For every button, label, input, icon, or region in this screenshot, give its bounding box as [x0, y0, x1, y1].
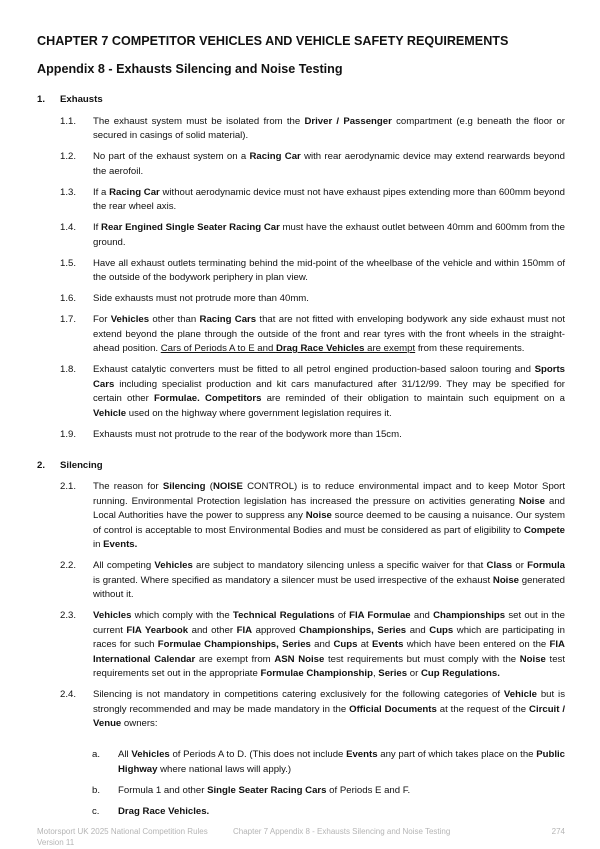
clause-text	[93, 257, 565, 286]
text-run: Series	[378, 668, 408, 679]
sub-clause	[92, 784, 565, 799]
text-run: NOISE	[213, 481, 243, 492]
text-run: and other	[188, 624, 237, 636]
text-run: from these requirements.	[415, 343, 525, 354]
text-run: Cup Regulations.	[420, 668, 500, 679]
clause	[60, 150, 565, 179]
text-run: which comply with the	[131, 610, 233, 621]
text-run: Vehicles	[93, 610, 132, 621]
text-run: without aerodynamic device must not have exhaust pipes extending more than 600mm beyond the rear wheel axis.	[93, 186, 565, 212]
text-run: approved	[252, 624, 300, 636]
clause-text	[93, 150, 565, 179]
chapter-title: CHAPTER 7 COMPETITOR VEHICLES AND VEHICLE SAFETY REQUIREMENTS	[37, 34, 509, 48]
text-run: Events.	[103, 539, 138, 550]
sub-clause-text	[118, 805, 565, 820]
clause	[60, 186, 565, 215]
clause-number: 1.3.	[60, 186, 77, 198]
text-run: that are not fitted with enveloping bodywork any side exhaust must not extend beyond the plane through the outside of the front and rear tyres with the front wheels in the straight-ahead position.	[93, 314, 565, 354]
text-run: or	[512, 560, 528, 571]
text-run: The exhaust system must be isolated from the	[93, 115, 305, 127]
clause-text	[93, 428, 565, 443]
text-run: at	[357, 639, 372, 650]
text-run: source deemed to be causing a nuisance. Our system of control is acceptable to most Environmental Bodies and must be considered as part of eligibility to	[93, 510, 565, 536]
footer-publication-title: Motorsport UK 2025 National Competition Rules	[37, 826, 208, 836]
text-run: Cups	[429, 624, 454, 636]
clause-number: 2.1.	[60, 481, 77, 492]
text-run: Formulae Championship	[260, 668, 373, 679]
text-run: set out in the current	[93, 610, 565, 636]
clause-number: 2.3.	[60, 610, 77, 621]
subitem-spacer	[37, 738, 565, 748]
text-run: Vehicle	[503, 689, 537, 700]
section-spacer	[37, 449, 565, 459]
sub-clause-number: c.	[92, 805, 100, 817]
footer-publication	[37, 826, 233, 848]
text-run: Official Documents	[349, 703, 437, 715]
clause	[60, 292, 565, 307]
clause-text	[93, 186, 565, 215]
text-run: FIA	[236, 624, 253, 636]
clause-number: 1.5.	[60, 257, 77, 269]
text-run: is granted. Where specified as mandatory a silencer must be used irrespective of the exhaust	[93, 574, 493, 586]
text-run: Noise	[305, 510, 332, 521]
text-run: used on the highway where government legislation requires it.	[126, 407, 392, 419]
text-run: Cars of Periods A to E and	[160, 343, 276, 354]
text-run: any part of which takes place on the	[377, 749, 537, 760]
clause-text	[93, 115, 565, 144]
text-run: and	[406, 624, 430, 636]
text-run: Sports Cars	[93, 364, 565, 390]
sub-clause-number: b.	[92, 784, 101, 796]
text-run: and	[410, 610, 434, 621]
clause	[60, 688, 565, 732]
clause-number: 1.1.	[60, 115, 77, 127]
clause-text	[93, 313, 565, 357]
text-run: Exhaust catalytic converters must be fitted to all petrol engined production-based saloon touring and	[93, 364, 535, 375]
section-title: Silencing	[60, 459, 103, 471]
text-run: (	[205, 481, 213, 492]
clause	[60, 428, 565, 443]
text-run: Formulae. Competitors	[153, 393, 262, 404]
document-body	[37, 93, 565, 819]
page-footer	[37, 826, 565, 848]
text-run: and	[310, 639, 334, 650]
text-run: Single Seater Racing Cars	[207, 784, 327, 796]
text-run: Driver / Passenger	[304, 115, 392, 127]
text-run: but is strongly recommended and may be made mandatory in the	[93, 689, 565, 715]
text-run: Events	[346, 749, 378, 760]
clause	[60, 609, 565, 682]
text-run: must have the exhaust outlet between 40mm and 600mm from the ground.	[93, 222, 566, 248]
text-run: CONTROL) is to reduce environmental impact and to keep Motor Sport running. Environmental Protection legislation has increased the pressure on activities generating	[93, 481, 565, 507]
text-run: test requirements set out in the appropriate	[93, 653, 565, 679]
text-run: FIA Formulae	[349, 610, 411, 621]
text-run: Formula	[527, 560, 565, 571]
text-run: or	[407, 668, 421, 679]
text-run: generated without it.	[93, 574, 566, 600]
section-heading	[37, 93, 565, 108]
clause	[60, 313, 565, 357]
clause-text	[93, 292, 565, 307]
text-run: Noise	[518, 495, 546, 507]
text-run: at the request of the	[436, 703, 530, 715]
text-run: Vehicle	[93, 407, 127, 419]
clause-text	[93, 221, 565, 250]
clause-number: 1.9.	[60, 428, 77, 440]
text-run: including specialist production and kit cars manufactured after 31/12/99. They may be specified for certain other	[93, 378, 565, 404]
clause	[60, 257, 565, 286]
text-run: test requirements but must comply with the	[324, 653, 520, 665]
clause-number: 1.7.	[60, 314, 77, 325]
clause	[60, 115, 565, 144]
sub-clause-text	[118, 748, 565, 777]
text-run: Championships, Series	[299, 624, 407, 636]
footer-page-number: 274	[551, 826, 565, 836]
sub-clause	[92, 748, 565, 777]
text-run: Racing Car	[109, 186, 160, 198]
text-run: Noise	[492, 574, 520, 586]
text-run: are exempt from	[195, 653, 275, 665]
text-run: other than	[149, 314, 200, 325]
text-run: Formula 1 and other	[118, 784, 208, 796]
text-run: owners:	[121, 718, 158, 729]
text-run: Exhausts must not protrude to the rear of the bodywork more than 15cm.	[93, 428, 402, 440]
text-run: For	[93, 314, 111, 325]
text-run: Vehicles	[110, 314, 150, 325]
text-run: Cups	[333, 639, 358, 650]
text-run: Circuit / Venue	[93, 703, 566, 729]
text-run: The reason for	[93, 481, 163, 492]
text-run: ,	[372, 668, 379, 679]
text-run: Silencing is not mandatory in competitions catering exclusively for the following categories of	[93, 689, 504, 700]
clause-text	[93, 688, 565, 732]
clause	[60, 480, 565, 553]
text-run: with rear aerodynamic device may extend rearwards beyond the aerofoil.	[93, 151, 565, 177]
section-title: Exhausts	[60, 94, 103, 105]
text-run: Vehicles	[154, 560, 193, 571]
text-run: Compete	[523, 524, 565, 536]
clause	[60, 221, 565, 250]
text-run: No part of the exhaust system on a	[93, 151, 250, 162]
sub-clause-number: a.	[92, 749, 101, 760]
text-run: of Periods A to D. (This does not include	[169, 749, 347, 760]
text-run: ASN Noise	[274, 653, 325, 665]
appendix-title: Appendix 8 - Exhausts Silencing and Noise Testing	[37, 62, 343, 76]
clause-number: 1.8.	[60, 364, 77, 375]
section-number: 2.	[37, 459, 46, 471]
clause-text	[93, 559, 565, 603]
text-run: compartment (e.g beneath the floor or secured in casings of solid material).	[93, 115, 565, 141]
text-run: If a	[93, 186, 110, 198]
text-run: Have all exhaust outlets terminating behind the mid-point of the wheelbase of the vehicle and within 150mm of the outside of the bodywork periphery in plan view.	[93, 257, 565, 283]
text-run: Rear Engined Single Seater Racing Car	[101, 222, 280, 233]
text-run: Silencing	[162, 481, 206, 492]
text-run: where national laws will apply.)	[157, 763, 292, 775]
text-run: which have been entered on the	[403, 639, 550, 650]
text-run: If	[93, 222, 102, 233]
clause	[60, 559, 565, 603]
text-run: of	[334, 610, 350, 621]
sub-clause-text	[118, 784, 565, 799]
clause-number: 1.2.	[60, 151, 77, 162]
text-run: Class	[486, 560, 513, 571]
text-run: Championships	[433, 610, 506, 621]
section-heading	[37, 459, 565, 474]
clause	[60, 363, 565, 421]
clause-text	[93, 480, 565, 553]
text-run: are subject to mandatory silencing unless a specific waiver for that	[192, 560, 487, 571]
footer-chapter-ref: Chapter 7 Appendix 8 - Exhausts Silencing and Noise Testing	[233, 826, 451, 836]
text-run: Side exhausts must not protrude more than 40mm.	[93, 293, 309, 304]
text-run: are reminded of their obligation to maintain such equipment on a	[261, 393, 565, 404]
text-run: and Local Authorities have the power to suppress any	[93, 495, 565, 521]
clause-text	[93, 363, 565, 421]
text-run: of Periods E and F.	[326, 784, 411, 796]
text-run: All competing	[93, 560, 155, 571]
text-run: Vehicles	[131, 749, 170, 760]
text-run: All	[118, 749, 132, 760]
footer-version: Version 11	[37, 837, 75, 847]
clause-number: 1.6.	[60, 293, 77, 304]
text-run: Technical Regulations	[232, 610, 335, 621]
section-number: 1.	[37, 94, 46, 105]
text-run: in	[93, 539, 104, 550]
text-run: FIA Yearbook	[126, 624, 189, 636]
text-run: Drag Race Vehicles	[275, 343, 365, 354]
text-run: Drag Race Vehicles.	[118, 805, 210, 817]
text-run: are exempt	[364, 343, 416, 354]
text-run: FIA International Calendar	[93, 639, 565, 665]
text-run: Formulae Championships, Series	[157, 639, 311, 650]
text-run: Racing Cars	[199, 314, 257, 325]
clause-text	[93, 609, 565, 682]
sub-clause	[92, 805, 565, 820]
clause-number: 1.4.	[60, 222, 77, 233]
text-run: Public Highway	[118, 749, 565, 775]
text-run: which are participating in races for such	[93, 624, 566, 650]
text-run: Events	[371, 639, 404, 650]
text-run: Noise	[519, 653, 546, 665]
clause-number: 2.4.	[60, 689, 77, 700]
text-run: Racing Car	[249, 151, 301, 162]
clause-number: 2.2.	[60, 560, 77, 571]
